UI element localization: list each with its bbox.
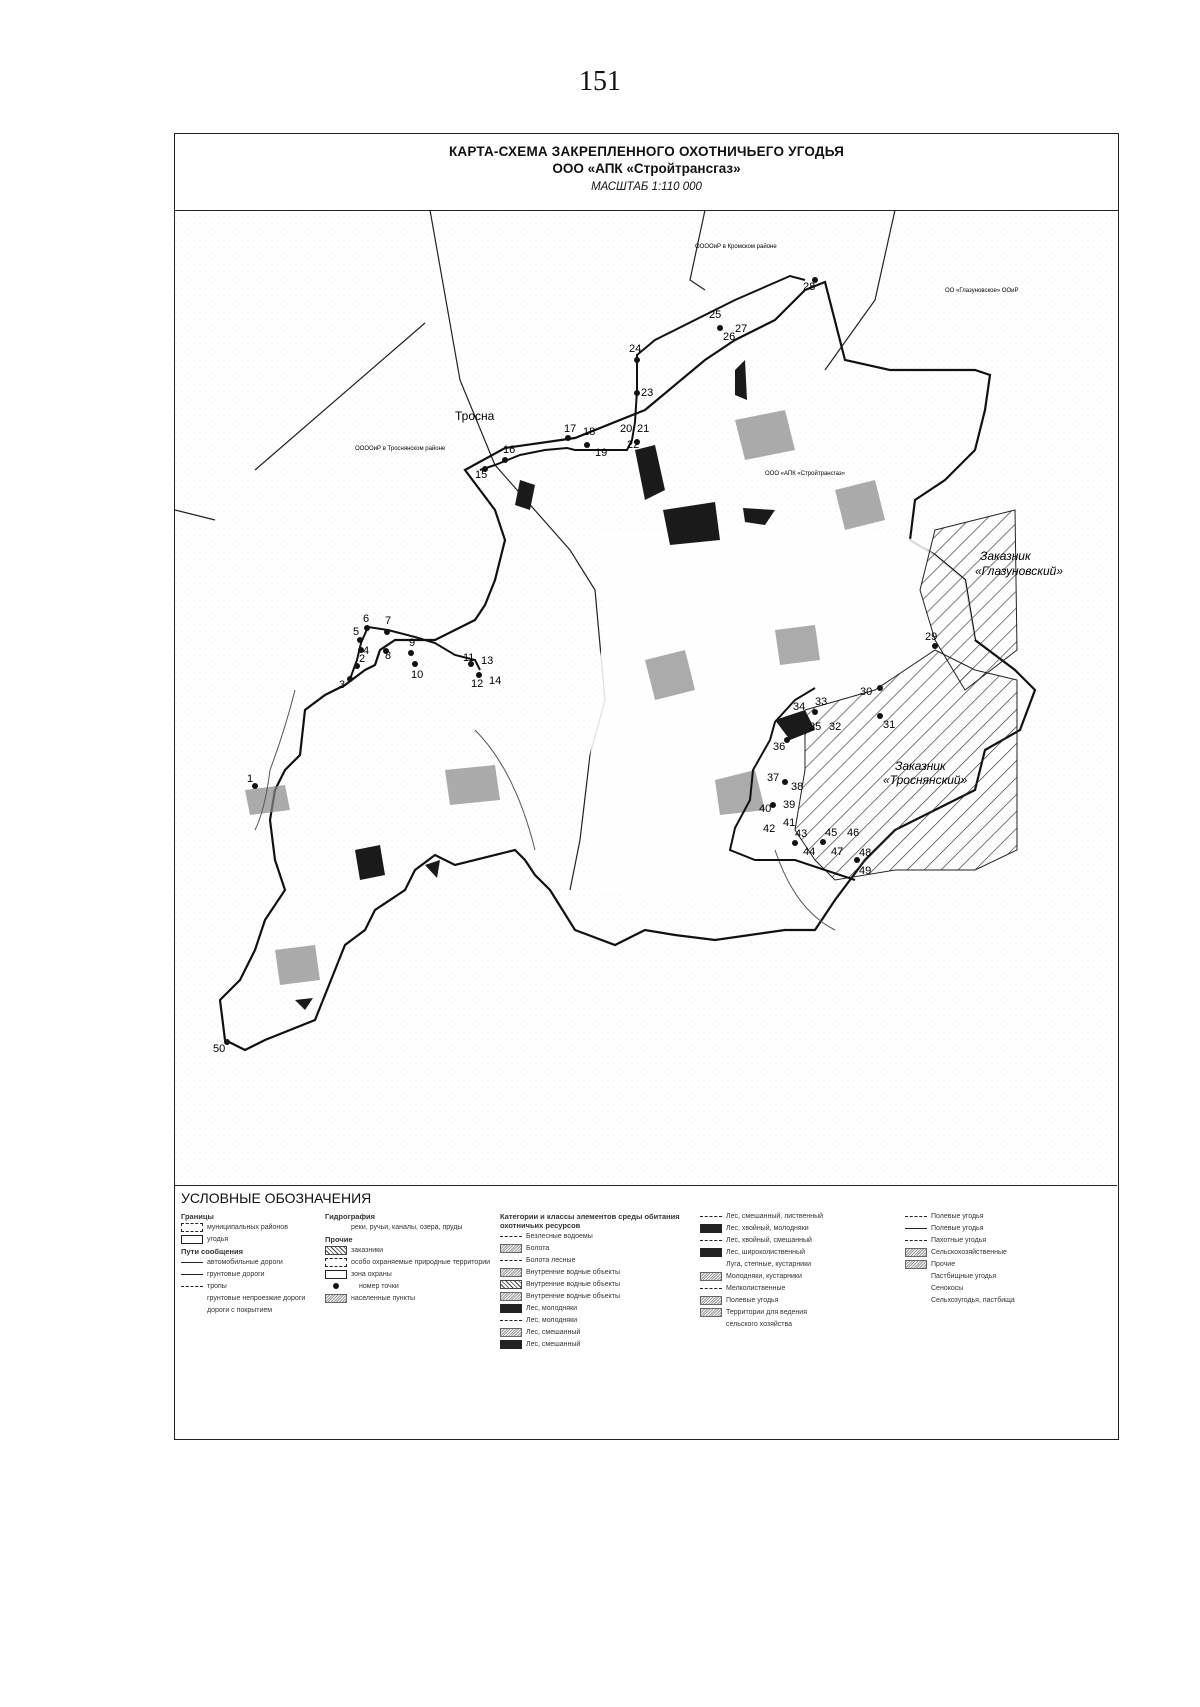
point-label-19: 19 bbox=[595, 447, 608, 459]
legend-swatch bbox=[905, 1216, 927, 1217]
point-label-39: 39 bbox=[783, 799, 796, 811]
point-label-14: 14 bbox=[489, 675, 502, 687]
point-label-9: 9 bbox=[409, 637, 416, 649]
legend-item: Внутренние водные объекты bbox=[500, 1280, 695, 1289]
point-label-8: 8 bbox=[385, 650, 392, 662]
legend-item: Пахотные угодья bbox=[905, 1236, 1110, 1245]
legend-item: номер точки bbox=[325, 1282, 495, 1291]
legend-item: тропы bbox=[181, 1282, 321, 1291]
point-label-18: 18 bbox=[583, 426, 596, 438]
legend-swatch bbox=[700, 1296, 722, 1305]
point-label-12: 12 bbox=[471, 678, 484, 690]
legend-swatch bbox=[500, 1328, 522, 1337]
legend-item: Безлесные водоемы bbox=[500, 1232, 695, 1241]
legend-item: Лес, молодняки bbox=[500, 1304, 695, 1313]
legend-swatch bbox=[700, 1308, 722, 1317]
legend-title: УСЛОВНЫЕ ОБОЗНАЧЕНИЯ bbox=[181, 1190, 372, 1206]
legend-item: Полевые угодья bbox=[905, 1224, 1110, 1233]
point-label-2: 2 bbox=[359, 653, 366, 665]
legend-swatch bbox=[700, 1320, 722, 1329]
point-label-5: 5 bbox=[353, 626, 360, 638]
point-label-16: 16 bbox=[503, 444, 516, 456]
legend-col-hydro bbox=[325, 1212, 495, 1306]
point-label-24: 24 bbox=[629, 343, 642, 355]
legend-swatch bbox=[181, 1262, 203, 1263]
point-label-30: 30 bbox=[860, 686, 873, 698]
legend-item: Лес, широколиственный bbox=[700, 1248, 900, 1257]
label-reserve-glazunovsky-2: «Глазуновский» bbox=[975, 564, 1063, 578]
legend-swatch bbox=[500, 1304, 522, 1313]
point-label-38: 38 bbox=[791, 781, 804, 793]
legend-swatch bbox=[905, 1260, 927, 1269]
route-point-24 bbox=[634, 357, 640, 363]
route-point-23 bbox=[634, 390, 640, 396]
point-label-6: 6 bbox=[363, 613, 370, 625]
route-point-16 bbox=[502, 457, 508, 463]
route-point-33 bbox=[812, 709, 818, 715]
legend-item: Пастбищные угодья bbox=[905, 1272, 1110, 1281]
page-number: 151 bbox=[579, 66, 621, 97]
point-label-40: 40 bbox=[759, 803, 772, 815]
label-ooiiur-kromskoy: ООООиР в Кромском районе bbox=[695, 244, 777, 250]
legend-item: угодья bbox=[181, 1235, 321, 1244]
map-title: КАРТА-СХЕМА ЗАКРЕПЛЕННОГО ОХОТНИЧЬЕГО УГОДЬЯ bbox=[448, 144, 845, 159]
point-label-45: 45 bbox=[825, 827, 838, 839]
label-reserve-trosnyansky-2: «Троснянский» bbox=[883, 773, 968, 787]
legend-swatch bbox=[905, 1228, 927, 1229]
legend-swatch bbox=[905, 1248, 927, 1257]
legend-swatch bbox=[325, 1246, 347, 1255]
legend-item: Внутренние водные объекты bbox=[500, 1292, 695, 1301]
legend-swatch bbox=[905, 1296, 927, 1305]
map-canvas bbox=[175, 210, 1117, 1185]
legend-item: Лес, молодняки bbox=[500, 1316, 695, 1325]
point-label-46: 46 bbox=[847, 827, 860, 839]
legend-swatch bbox=[500, 1340, 522, 1349]
legend-item: зона охраны bbox=[325, 1270, 495, 1279]
legend-item: Лес, хвойный, молодняки bbox=[700, 1224, 900, 1233]
point-label-44: 44 bbox=[803, 846, 816, 858]
point-label-20: 20 bbox=[620, 423, 633, 435]
legend-item: Молодняки, кустарники bbox=[700, 1272, 900, 1281]
legend-item: Лес, смешанный bbox=[500, 1340, 695, 1349]
legend-swatch bbox=[500, 1236, 522, 1237]
point-label-41: 41 bbox=[783, 817, 796, 829]
point-label-1: 1 bbox=[247, 773, 254, 785]
label-trosna: Тросна bbox=[455, 409, 495, 423]
legend-item: грунтовые дороги bbox=[181, 1270, 321, 1279]
legend-item: населенные пункты bbox=[325, 1294, 495, 1303]
point-label-22: 22 bbox=[627, 439, 640, 451]
point-label-3: 3 bbox=[339, 679, 346, 691]
route-point-9 bbox=[408, 650, 414, 656]
route-point-30 bbox=[877, 685, 883, 691]
legend-swatch bbox=[905, 1284, 927, 1293]
legend-item: Болота bbox=[500, 1244, 695, 1253]
legend-swatch bbox=[325, 1270, 347, 1279]
legend-item: особо охраняемые природные территории bbox=[325, 1258, 495, 1267]
legend-item: сельского хозяйства bbox=[700, 1320, 900, 1329]
legend-item: Лес, смешанный, лиственный bbox=[700, 1212, 900, 1221]
route-point-6 bbox=[364, 625, 370, 631]
route-point-45 bbox=[820, 839, 826, 845]
point-label-28: 28 bbox=[803, 281, 816, 293]
legend-swatch bbox=[325, 1294, 347, 1303]
legend bbox=[175, 1185, 1117, 1439]
legend-swatch bbox=[500, 1292, 522, 1301]
point-label-29: 29 bbox=[925, 631, 938, 643]
legend-swatch bbox=[700, 1272, 722, 1281]
route-point-10 bbox=[412, 661, 418, 667]
map-frame bbox=[174, 133, 1119, 1440]
legend-swatch bbox=[333, 1283, 339, 1289]
point-label-48: 48 bbox=[859, 847, 872, 859]
point-label-13: 13 bbox=[481, 655, 494, 667]
point-label-32: 32 bbox=[829, 721, 842, 733]
label-reserve-glazunovsky-1: Заказник bbox=[980, 549, 1031, 563]
legend-swatch bbox=[700, 1248, 722, 1257]
point-label-31: 31 bbox=[883, 719, 896, 731]
legend-swatch bbox=[700, 1224, 722, 1233]
label-ooiiur-glazunovsky: ОО «Глазуновское» ООиР bbox=[945, 288, 1019, 294]
point-label-36: 36 bbox=[773, 741, 786, 753]
legend-item: Луга, степные, кустарники bbox=[700, 1260, 900, 1269]
legend-item: муниципальных районов bbox=[181, 1223, 321, 1232]
legend-swatch bbox=[905, 1272, 927, 1281]
point-label-11: 11 bbox=[463, 652, 475, 664]
route-point-18 bbox=[584, 442, 590, 448]
legend-swatch bbox=[181, 1306, 203, 1315]
legend-item: дороги с покрытием bbox=[181, 1306, 321, 1315]
point-label-26: 26 bbox=[723, 331, 736, 343]
point-label-23: 23 bbox=[641, 387, 654, 399]
legend-swatch bbox=[325, 1223, 347, 1232]
legend-heading: Границы bbox=[181, 1212, 214, 1221]
route-point-43 bbox=[792, 840, 798, 846]
legend-swatch bbox=[181, 1235, 203, 1244]
legend-swatch bbox=[325, 1258, 347, 1267]
point-label-25: 25 bbox=[709, 309, 722, 321]
legend-item: Болота лесные bbox=[500, 1256, 695, 1265]
label-ooiiur-trosnyansky: ООООиР в Троснянском районе bbox=[355, 446, 446, 452]
legend-swatch bbox=[500, 1280, 522, 1289]
legend-swatch bbox=[500, 1260, 522, 1261]
point-label-42: 42 bbox=[763, 823, 776, 835]
legend-swatch bbox=[181, 1274, 203, 1275]
legend-col-fields bbox=[905, 1212, 1110, 1308]
point-label-50: 50 bbox=[213, 1043, 226, 1055]
legend-item: Сенокосы bbox=[905, 1284, 1110, 1293]
map-header bbox=[175, 134, 1118, 211]
legend-item: заказники bbox=[325, 1246, 495, 1255]
point-label-7: 7 bbox=[385, 615, 392, 627]
point-label-27: 27 bbox=[735, 323, 748, 335]
legend-item: Полевые угодья bbox=[700, 1296, 900, 1305]
point-label-47: 47 bbox=[831, 846, 844, 858]
legend-swatch bbox=[500, 1320, 522, 1321]
point-label-43: 43 bbox=[795, 828, 808, 840]
point-label-17: 17 bbox=[564, 423, 577, 435]
route-point-7 bbox=[384, 629, 390, 635]
point-label-33: 33 bbox=[815, 696, 828, 708]
point-label-35: 35 bbox=[809, 721, 822, 733]
legend-heading: Пути сообщения bbox=[181, 1247, 244, 1256]
legend-item: Сельскохозяйственные bbox=[905, 1248, 1110, 1257]
legend-heading: Категории и классы элементов среды обитания охотничьих ресурсов bbox=[500, 1212, 680, 1230]
legend-item: Внутренние водные объекты bbox=[500, 1268, 695, 1277]
point-label-10: 10 bbox=[411, 669, 424, 681]
legend-item: грунтовые непроезжие дороги bbox=[181, 1294, 321, 1303]
legend-item: Мелколиственные bbox=[700, 1284, 900, 1293]
legend-item: Лес, смешанный bbox=[500, 1328, 695, 1337]
point-label-15: 15 bbox=[475, 469, 488, 481]
map-subtitle: ООО «АПК «Стройтрансгаз» bbox=[552, 161, 741, 176]
legend-swatch bbox=[181, 1286, 203, 1287]
route-point-38 bbox=[782, 779, 788, 785]
label-ooo-apk: ООО «АПК «Стройтрансгаз» bbox=[765, 471, 846, 477]
legend-item: Прочие bbox=[905, 1260, 1110, 1269]
legend-item: Территории для ведения bbox=[700, 1308, 900, 1317]
point-label-21: 21 bbox=[637, 423, 650, 435]
label-reserve-trosnyansky-1: Заказник bbox=[895, 759, 946, 773]
route-point-3 bbox=[347, 676, 353, 682]
legend-swatch bbox=[700, 1216, 722, 1217]
point-label-49: 49 bbox=[859, 865, 872, 877]
legend-swatch bbox=[700, 1240, 722, 1241]
legend-heading: Гидрография bbox=[325, 1212, 376, 1221]
legend-heading: Прочие bbox=[325, 1235, 353, 1244]
legend-col-forests bbox=[700, 1212, 900, 1332]
legend-col-boundaries bbox=[181, 1212, 321, 1318]
legend-col-categories bbox=[500, 1212, 695, 1352]
legend-swatch bbox=[700, 1288, 722, 1289]
legend-swatch bbox=[905, 1240, 927, 1241]
legend-swatch bbox=[500, 1244, 522, 1253]
point-label-37: 37 bbox=[767, 772, 780, 784]
legend-item: Лес, хвойный, смешанный bbox=[700, 1236, 900, 1245]
route-point-29 bbox=[932, 643, 938, 649]
point-label-4: 4 bbox=[363, 645, 370, 657]
legend-swatch bbox=[181, 1223, 203, 1232]
legend-item: реки, ручьи, каналы, озера, пруды bbox=[325, 1223, 495, 1232]
legend-item: автомобильные дороги bbox=[181, 1258, 321, 1267]
legend-item: Полевые угодья bbox=[905, 1212, 1110, 1221]
legend-item: Сельхозугодья, пастбища bbox=[905, 1296, 1110, 1305]
legend-swatch bbox=[500, 1268, 522, 1277]
legend-swatch bbox=[181, 1294, 203, 1303]
route-point-17 bbox=[565, 435, 571, 441]
point-label-34: 34 bbox=[793, 701, 806, 713]
legend-swatch bbox=[700, 1260, 722, 1269]
map-scale: МАСШТАБ 1:110 000 bbox=[591, 181, 702, 193]
